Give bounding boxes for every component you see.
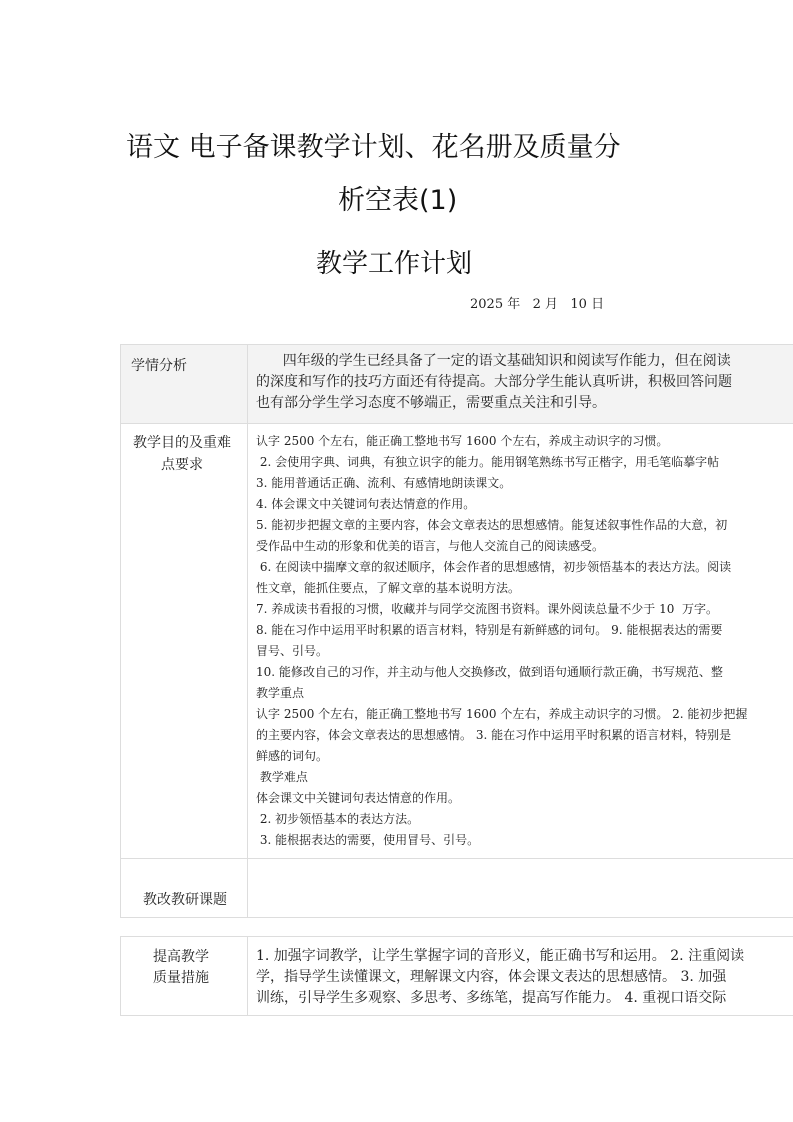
text-line: 学，指导学生读懂课文，理解课文内容，体会课文表达的思想感情。 3. 加强 [256,969,727,985]
row-content [248,937,793,1015]
text-line: 4. 体会课文中关键词句表达情意的作用。 [256,497,476,511]
row-content [248,345,793,423]
row-student-analysis [120,345,793,424]
text-line: 鲜感的词句。 [256,749,329,763]
text-line: 性文章，能抓住要点，了解文章的基本说明方法。 [256,581,521,595]
measures-table [120,936,793,1016]
text-line: 训练，引导学生多观察、多思考、多练笔，提高写作能力。 4. 重视口语交际 [256,990,727,1006]
row-content [248,424,793,858]
text-line: 3. 能用普通话正确、流利、有感情地朗读课文。 [256,476,512,490]
text-line: 的主要内容，体会文章表达的思想感情。 3. 能在习作中运用平时积累的语言材料，特别是 [256,728,732,742]
text-line: 教学重点 [256,686,305,700]
row-label: 教学目的及重难点要求 [120,424,248,858]
text-line: 认字 2500 个左右，能正确工整地书写 1600 个左右，养成主动识字的习惯。 2. 能初步把握 [256,707,748,721]
text-line: 教学难点 [256,770,308,784]
document-title-line1: 语文 电子备课教学计划、花名册及质量分 [126,132,621,163]
row-quality-measures [120,937,793,1016]
text-line: 6. 在阅读中揣摩文章的叙述顺序，体会作者的思想感情，初步领悟基本的表达方法。阅读 [256,560,732,574]
section-title: 教学工作计划 [316,249,473,279]
text-line: 受作品中生动的形象和优美的语言，与他人交流自己的阅读感受。 [256,539,605,553]
document-title-line2: 析空表(1) [338,185,458,216]
text-line: 2. 会使用字典、词典，有独立识字的能力。能用钢笔熟练书写正楷字，用毛笔临摹字帖 [256,455,720,469]
text-line: 认字 2500 个左右，能正确工整地书写 1600 个左右，养成主动识字的习惯。 [256,434,669,448]
row-label: 学情分析 [120,345,248,423]
text-line: 也有部分学生学习态度不够端正，需要重点关注和引导。 [256,395,606,411]
text-line: 5. 能初步把握文章的主要内容，体会文章表达的思想感情。能复述叙事性作品的大意，初 [256,518,728,532]
row-research-topic [120,859,793,918]
text-line: 3. 能根据表达的需要，使用冒号、引号。 [256,833,480,847]
text-line: 2. 初步领悟基本的表达方法。 [256,812,420,826]
text-line: 的深度和写作的技巧方面还有待提高。大部分学生能认真听讲，积极回答问题 [256,374,732,390]
row-teaching-objectives [120,424,793,859]
text-line: 7. 养成读书看报的习惯，收藏并与同学交流图书资料。课外阅读总量不少于 10 万字。 [256,602,718,616]
row-label: 教改教研课题 [120,859,248,917]
row-content-empty[interactable] [248,859,793,917]
row-label [120,937,248,1015]
text-line: 体会课文中关键词句表达情意的作用。 [256,791,461,805]
text-line: 10. 能修改自己的习作，并主动与他人交换修改，做到语句通顺行款正确，书写规范、整 [256,665,723,679]
label-line: 质量措施 [153,970,209,986]
text-line: 冒号、引号。 [256,644,329,658]
label-line: 提高教学 [153,949,209,965]
plan-table [120,344,793,918]
text-line: 8. 能在习作中运用平时积累的语言材料，特别是有新鲜感的词句。 9. 能根据表达的需要 [256,623,723,637]
text-line: 1. 加强字词教学，让学生掌握字词的音形义，能正确书写和运用。 2. 注重阅读 [256,948,745,964]
date: 2025 年 2 月 10 日 [470,297,605,312]
text-line: 四年级的学生已经具备了一定的语文基础知识和阅读写作能力，但在阅读 [256,353,731,369]
